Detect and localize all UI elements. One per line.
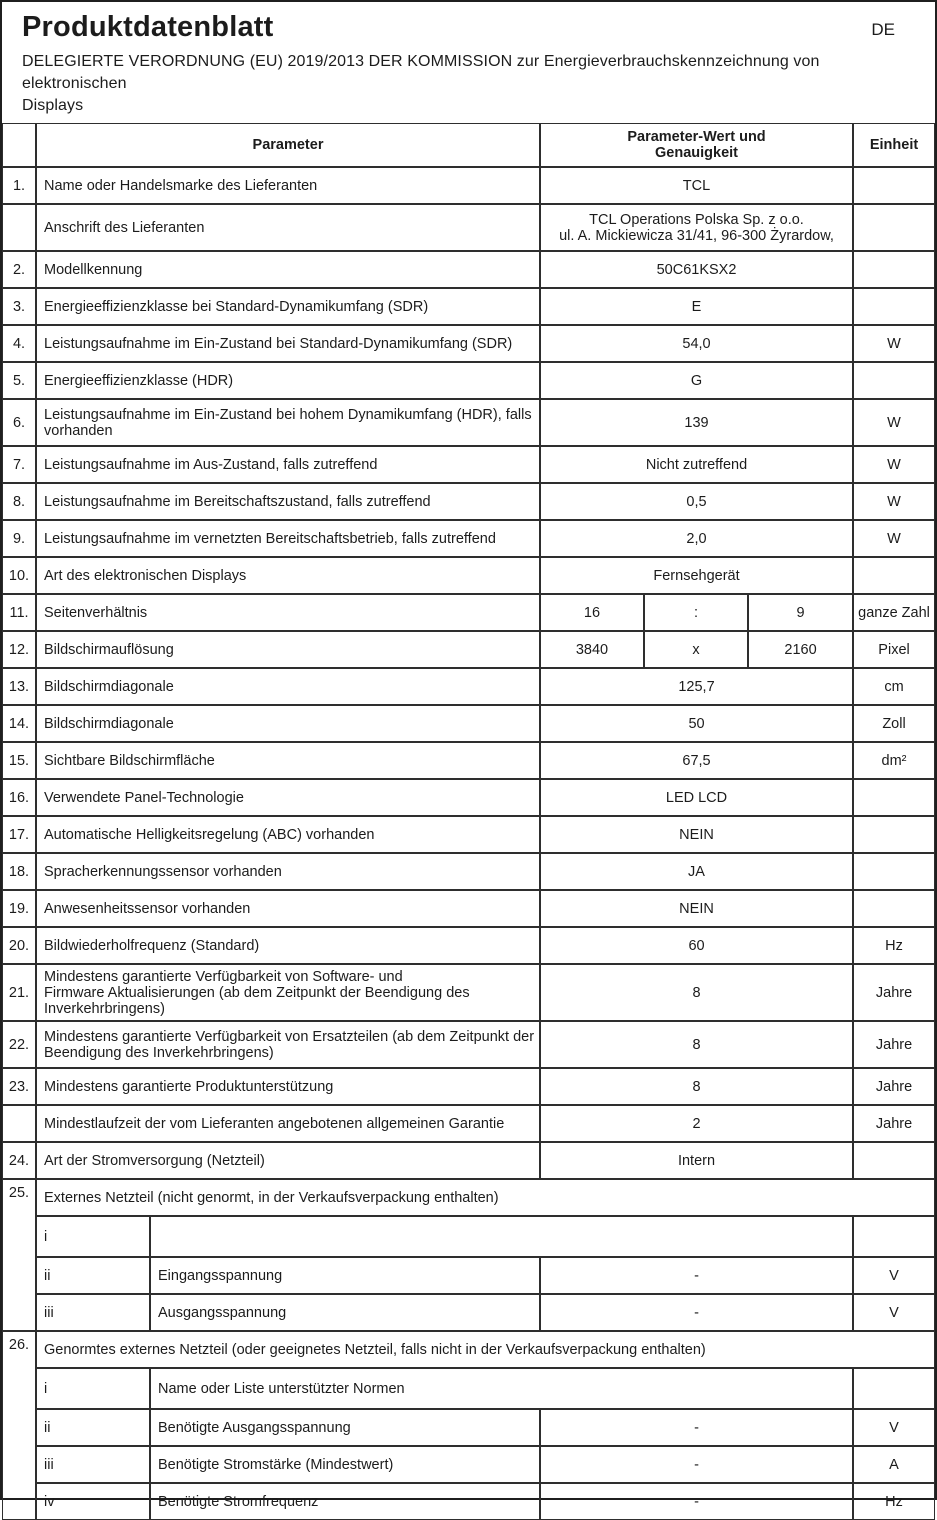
regulation-subtitle [2, 44, 935, 123]
row-number: 21. [2, 964, 36, 1021]
section-25-heading-row [2, 1179, 935, 1216]
row-1 [2, 167, 935, 204]
unit-label [853, 1368, 935, 1409]
parameter-value: Fernsehgerät [540, 557, 853, 594]
unit-label: Jahre [853, 1105, 935, 1142]
sub-label: Benötigte Ausgangsspannung [150, 1409, 540, 1446]
parameter-value: 0,5 [540, 483, 853, 520]
datasheet-table [2, 123, 935, 1520]
unit-label: V [853, 1257, 935, 1294]
title-bar [2, 2, 935, 44]
row-2 [2, 251, 935, 288]
parameter-label: Sichtbare Bildschirmfläche [36, 742, 540, 779]
parameter-value: 2 [540, 1105, 853, 1142]
label-line1: Mindestens garantierte Verfügbarkeit von Software- und [44, 968, 403, 985]
col-header-value-line2: Genauigkeit [655, 145, 738, 162]
unit-label [853, 167, 935, 204]
row-21 [2, 964, 935, 1021]
parameter-label: Leistungsaufnahme im Ein-Zustand bei Standard-Dynamikumfang (SDR) [36, 325, 540, 362]
row-18 [2, 853, 935, 890]
row-number: 20. [2, 927, 36, 964]
section-25-sub-row-ii [2, 1257, 935, 1294]
sub-key: iii [36, 1294, 150, 1331]
unit-label: Zoll [853, 705, 935, 742]
row-7 [2, 446, 935, 483]
row-number: 1. [2, 167, 36, 204]
label-line3: Inverkehrbringens) [44, 1000, 165, 1017]
unit-label [853, 779, 935, 816]
unit-label [853, 251, 935, 288]
sub-value: - [540, 1294, 853, 1331]
parameter-label: Spracherkennungssensor vorhanden [36, 853, 540, 890]
row-number: 7. [2, 446, 36, 483]
parameter-label [36, 964, 540, 1021]
parameter-value: 8 [540, 1068, 853, 1105]
row-number: 4. [2, 325, 36, 362]
unit-label: V [853, 1409, 935, 1446]
parameter-label: Mindestlaufzeit der vom Lieferanten angebotenen allgemeinen Garantie [36, 1105, 540, 1142]
regulation-subtitle-line2: Displays [22, 97, 84, 115]
row-9 [2, 520, 935, 557]
sub-key: i [36, 1368, 150, 1409]
row-number: 18. [2, 853, 36, 890]
parameter-label: Bildschirmdiagonale [36, 668, 540, 705]
unit-label: W [853, 483, 935, 520]
parameter-label: Name oder Handelsmarke des Lieferanten [36, 167, 540, 204]
row-22 [2, 1021, 935, 1068]
row-number: 8. [2, 483, 36, 520]
parameter-value: 50C61KSX2 [540, 251, 853, 288]
parameter-label: Anwesenheitssensor vorhanden [36, 890, 540, 927]
row-number: 3. [2, 288, 36, 325]
unit-label: dm² [853, 742, 935, 779]
unit-label [853, 1142, 935, 1179]
parameter-label: Leistungsaufnahme im Aus-Zustand, falls zutreffend [36, 446, 540, 483]
parameter-value: 125,7 [540, 668, 853, 705]
row-23 [2, 1068, 935, 1105]
parameter-value: 2,0 [540, 520, 853, 557]
row-16 [2, 779, 935, 816]
section-26-sub-row-iii [2, 1446, 935, 1483]
parameter-value: 8 [540, 1021, 853, 1068]
section-26-heading-row [2, 1331, 935, 1368]
unit-label [853, 890, 935, 927]
section-26-sub-row-iv [2, 1483, 935, 1520]
regulation-subtitle-line1: DELEGIERTE VERORDNUNG (EU) 2019/2013 DER KOMMISSION zur Energieverbrauchskennzeichnung von elektronischen [22, 53, 820, 93]
sub-key: ii [36, 1409, 150, 1446]
unit-label: W [853, 325, 935, 362]
language-code: DE [871, 20, 895, 39]
parameter-value: 139 [540, 399, 853, 446]
value-part-1: 16 [540, 594, 644, 631]
section-heading: Externes Netzteil (nicht genormt, in der Verkaufsverpackung enthalten) [36, 1179, 935, 1216]
parameter-label: Leistungsaufnahme im vernetzten Bereitschaftsbetrieb, falls zutreffend [36, 520, 540, 557]
parameter-value: 54,0 [540, 325, 853, 362]
parameter-value: 50 [540, 705, 853, 742]
row-number: 25. [2, 1179, 36, 1331]
header-number-cell [2, 123, 36, 167]
unit-label [853, 204, 935, 251]
row-number: 6. [2, 399, 36, 446]
sub-value: - [540, 1483, 853, 1520]
parameter-value: Nicht zutreffend [540, 446, 853, 483]
row-8 [2, 483, 935, 520]
row-number [2, 1105, 36, 1142]
value-separator: : [644, 594, 748, 631]
value-part-2: 9 [748, 594, 853, 631]
unit-label: A [853, 1446, 935, 1483]
row-number: 2. [2, 251, 36, 288]
row-17 [2, 816, 935, 853]
unit-label [853, 816, 935, 853]
sub-value: - [540, 1257, 853, 1294]
row-number [2, 204, 36, 251]
row-number: 16. [2, 779, 36, 816]
parameter-label: Energieeffizienzklasse (HDR) [36, 362, 540, 399]
unit-label: Hz [853, 1483, 935, 1520]
sub-label: Ausgangsspannung [150, 1294, 540, 1331]
row-number: 15. [2, 742, 36, 779]
row-number: 14. [2, 705, 36, 742]
row-3 [2, 288, 935, 325]
row-4 [2, 325, 935, 362]
unit-label: Jahre [853, 1021, 935, 1068]
row-number: 10. [2, 557, 36, 594]
parameter-value: NEIN [540, 890, 853, 927]
row-number: 12. [2, 631, 36, 668]
unit-label: Hz [853, 927, 935, 964]
col-header-value-line1: Parameter-Wert und [627, 129, 766, 146]
unit-label: cm [853, 668, 935, 705]
row-number: 11. [2, 594, 36, 631]
row-supplier-address [2, 204, 935, 251]
sub-label: Benötigte Stromfrequenz [150, 1483, 540, 1520]
label-line2: Firmware Aktualisierungen (ab dem Zeitpunkt der Beendigung des [44, 984, 470, 1001]
col-header-parameter: Parameter [36, 123, 540, 167]
parameter-label: Seitenverhältnis [36, 594, 540, 631]
section-26-sub-row-i [2, 1368, 935, 1409]
row-6 [2, 399, 935, 446]
unit-label [853, 853, 935, 890]
row-14 [2, 705, 935, 742]
parameter-value [540, 204, 853, 251]
unit-label: V [853, 1294, 935, 1331]
sub-value: - [540, 1446, 853, 1483]
row-19 [2, 890, 935, 927]
sub-label: Eingangsspannung [150, 1257, 540, 1294]
parameter-value: NEIN [540, 816, 853, 853]
parameter-value: G [540, 362, 853, 399]
parameter-value: 8 [540, 964, 853, 1021]
unit-label: Jahre [853, 964, 935, 1021]
parameter-label: Mindestens garantierte Produktunterstützung [36, 1068, 540, 1105]
row-13 [2, 668, 935, 705]
sub-label [150, 1216, 853, 1257]
parameter-label: Leistungsaufnahme im Bereitschaftszustand, falls zutreffend [36, 483, 540, 520]
parameter-label: Bildschirmauflösung [36, 631, 540, 668]
section-25-sub-row-iii [2, 1294, 935, 1331]
parameter-label: Art der Stromversorgung (Netzteil) [36, 1142, 540, 1179]
row-15 [2, 742, 935, 779]
sub-key: i [36, 1216, 150, 1257]
row-20 [2, 927, 935, 964]
row-number: 23. [2, 1068, 36, 1105]
unit-label [853, 557, 935, 594]
parameter-label: Anschrift des Lieferanten [36, 204, 540, 251]
sub-label: Name oder Liste unterstützter Normen [150, 1368, 853, 1409]
parameter-value: 60 [540, 927, 853, 964]
sub-label: Benötigte Stromstärke (Mindestwert) [150, 1446, 540, 1483]
parameter-value: 67,5 [540, 742, 853, 779]
row-12 [2, 631, 935, 668]
address-line1: TCL Operations Polska Sp. z o.o. [589, 211, 804, 228]
row-number: 22. [2, 1021, 36, 1068]
sub-value: - [540, 1409, 853, 1446]
row-number: 26. [2, 1331, 36, 1520]
parameter-label: Art des elektronischen Displays [36, 557, 540, 594]
row-11 [2, 594, 935, 631]
parameter-value: TCL [540, 167, 853, 204]
parameter-value: Intern [540, 1142, 853, 1179]
section-heading: Genormtes externes Netzteil (oder geeignetes Netzteil, falls nicht in der Verkaufsverpackung enthalten) [36, 1331, 935, 1368]
col-header-unit: Einheit [853, 123, 935, 167]
parameter-label: Bildwiederholfrequenz (Standard) [36, 927, 540, 964]
parameter-value: LED LCD [540, 779, 853, 816]
section-26-sub-row-ii [2, 1409, 935, 1446]
section-25-sub-row-i [2, 1216, 935, 1257]
row-number: 9. [2, 520, 36, 557]
parameter-value: E [540, 288, 853, 325]
parameter-label: Leistungsaufnahme im Ein-Zustand bei hohem Dynamikumfang (HDR), falls vorhanden [36, 399, 540, 446]
value-separator: x [644, 631, 748, 668]
unit-label: Pixel [853, 631, 935, 668]
page-title: Produktdatenblatt [22, 11, 274, 43]
row-24 [2, 1142, 935, 1179]
unit-label: W [853, 446, 935, 483]
parameter-label: Energieeffizienzklasse bei Standard-Dynamikumfang (SDR) [36, 288, 540, 325]
parameter-value: JA [540, 853, 853, 890]
sub-key: iv [36, 1483, 150, 1520]
parameter-label: Automatische Helligkeitsregelung (ABC) vorhanden [36, 816, 540, 853]
parameter-label: Mindestens garantierte Verfügbarkeit von Ersatzteilen (ab dem Zeitpunkt der Beendigung des Inverkehrbringens) [36, 1021, 540, 1068]
sub-key: iii [36, 1446, 150, 1483]
value-part-1: 3840 [540, 631, 644, 668]
row-10 [2, 557, 935, 594]
row-number: 19. [2, 890, 36, 927]
address-line2: ul. A. Mickiewicza 31/41, 96-300 Żyrardow, [559, 227, 834, 244]
unit-label: W [853, 520, 935, 557]
row-number: 17. [2, 816, 36, 853]
unit-label: Jahre [853, 1068, 935, 1105]
value-part-2: 2160 [748, 631, 853, 668]
row-warranty [2, 1105, 935, 1142]
sub-key: ii [36, 1257, 150, 1294]
row-number: 13. [2, 668, 36, 705]
parameter-label: Bildschirmdiagonale [36, 705, 540, 742]
unit-label [853, 362, 935, 399]
unit-label: ganze Zahl [853, 594, 935, 631]
row-5 [2, 362, 935, 399]
unit-label [853, 1216, 935, 1257]
unit-label: W [853, 399, 935, 446]
parameter-label: Verwendete Panel-Technologie [36, 779, 540, 816]
row-number: 24. [2, 1142, 36, 1179]
row-number: 5. [2, 362, 36, 399]
parameter-label: Modellkennung [36, 251, 540, 288]
table-header-row [2, 123, 935, 167]
col-header-value [540, 123, 853, 167]
unit-label [853, 288, 935, 325]
